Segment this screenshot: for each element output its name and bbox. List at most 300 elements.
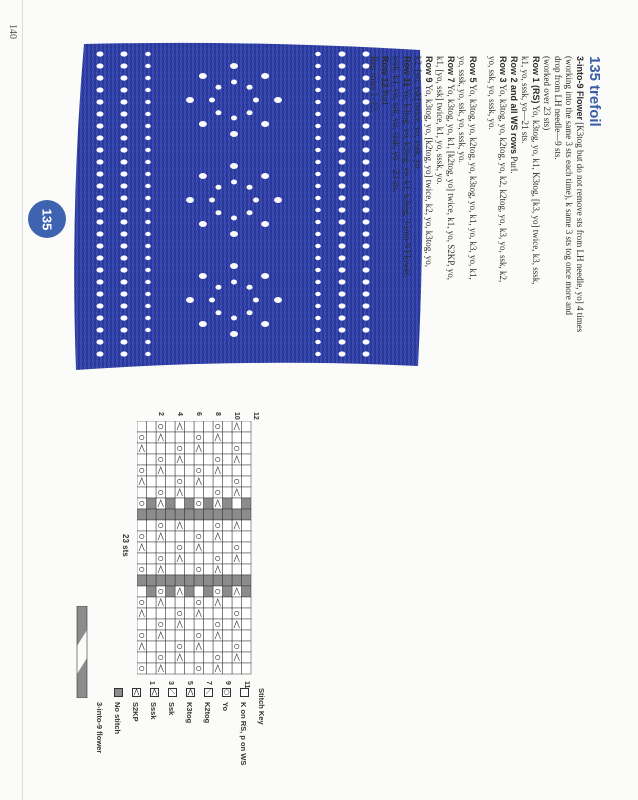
chart-width-label: 23 sts bbox=[121, 534, 130, 557]
chart-cell bbox=[147, 597, 157, 608]
lace-eyelet bbox=[121, 75, 128, 80]
chart-cell bbox=[242, 509, 252, 520]
lace-eyelet bbox=[253, 98, 259, 103]
flower-bracket-icon bbox=[76, 606, 88, 698]
lace-eyelet bbox=[315, 256, 321, 260]
chart-cell bbox=[185, 476, 195, 487]
chart-cell bbox=[137, 586, 147, 597]
lace-eyelet bbox=[121, 159, 128, 164]
lace-eyelet bbox=[121, 195, 128, 200]
chart-cell bbox=[147, 509, 157, 520]
instruction-line bbox=[390, 56, 401, 332]
instruction-text: [K3tog but do not remove sts from LH needle, yo] 4 times bbox=[575, 120, 585, 333]
lace-eyelet bbox=[230, 331, 238, 337]
chart-cell bbox=[194, 597, 204, 608]
chart-cell bbox=[242, 531, 252, 542]
instruction-row-label: Row 7 bbox=[446, 56, 456, 83]
lace-eyelet bbox=[97, 255, 104, 260]
lace-eyelet bbox=[121, 327, 128, 332]
lace-eyelet bbox=[145, 316, 151, 320]
chart-cell bbox=[156, 476, 166, 487]
chart-cell bbox=[223, 564, 233, 575]
chart-cell bbox=[175, 465, 185, 476]
chart-cell bbox=[232, 575, 242, 586]
chart-cell bbox=[242, 575, 252, 586]
lace-eyelet bbox=[145, 196, 151, 200]
chart-cell bbox=[156, 454, 166, 465]
lace-eyelet bbox=[230, 163, 238, 169]
instruction-line bbox=[401, 56, 412, 332]
chart-cell bbox=[156, 652, 166, 663]
chart-cell bbox=[204, 531, 214, 542]
chart-cell bbox=[223, 421, 233, 432]
chart-cell bbox=[137, 630, 147, 641]
chart-cell bbox=[232, 498, 242, 509]
chart-cell bbox=[185, 421, 195, 432]
lace-eyelet bbox=[97, 195, 104, 200]
lace-eyelet bbox=[339, 51, 346, 56]
chart-cell bbox=[185, 454, 195, 465]
chart-cell bbox=[166, 608, 176, 619]
lace-eyelet bbox=[97, 243, 104, 248]
chart-cell bbox=[204, 641, 214, 652]
lace-eyelet bbox=[145, 340, 151, 344]
lace-eyelet bbox=[97, 63, 104, 68]
chart-cell bbox=[147, 432, 157, 443]
lace-eyelet bbox=[339, 339, 346, 344]
lace-eyelet bbox=[339, 291, 346, 296]
lace-eyelet bbox=[339, 111, 346, 116]
chart-cell bbox=[137, 564, 147, 575]
chart-cell bbox=[232, 542, 242, 553]
chart-cell bbox=[213, 586, 223, 597]
instruction-row-label: 3-into-9 Flower bbox=[575, 56, 585, 121]
lace-eyelet bbox=[145, 244, 151, 248]
chart-cell bbox=[223, 575, 233, 586]
lace-eyelet bbox=[339, 87, 346, 92]
chart-cell bbox=[242, 498, 252, 509]
chart-cell bbox=[175, 641, 185, 652]
stitch-key-swatch: ⟍ bbox=[168, 688, 177, 697]
chart-cell bbox=[213, 542, 223, 553]
chart-cell bbox=[185, 465, 195, 476]
chart-cell bbox=[175, 476, 185, 487]
instruction-text: k1, [yo, ssk] twice, k1, yo, sssk, yo. bbox=[435, 56, 445, 185]
chart-cell bbox=[185, 652, 195, 663]
chart-cell bbox=[156, 619, 166, 630]
instruction-line bbox=[423, 56, 434, 332]
lace-eyelet bbox=[145, 184, 151, 188]
lace-eyelet bbox=[121, 315, 128, 320]
lace-eyelet bbox=[230, 131, 238, 137]
lace-eyelet bbox=[315, 232, 321, 236]
lace-eyelet bbox=[339, 267, 346, 272]
lace-eyelet bbox=[121, 123, 128, 128]
chart-cell bbox=[232, 476, 242, 487]
lace-eyelet bbox=[247, 210, 253, 215]
chart-cell bbox=[137, 597, 147, 608]
chart-cell bbox=[147, 476, 157, 487]
chart-cell bbox=[166, 443, 176, 454]
chart-cell bbox=[185, 619, 195, 630]
chart-cell bbox=[137, 652, 147, 663]
chart-cell bbox=[137, 465, 147, 476]
chart-row-number: 4 bbox=[176, 412, 183, 416]
chart-cell bbox=[147, 421, 157, 432]
chart-cell bbox=[166, 454, 176, 465]
chart-cell bbox=[213, 520, 223, 531]
stitch-chart bbox=[137, 421, 252, 681]
lace-eyelet bbox=[339, 207, 346, 212]
chart-cell bbox=[166, 586, 176, 597]
chart-cell bbox=[166, 630, 176, 641]
lace-eyelet bbox=[145, 64, 151, 68]
chart-cell bbox=[185, 509, 195, 520]
lace-eyelet bbox=[97, 75, 104, 80]
chart-cell bbox=[223, 630, 233, 641]
chart-cell bbox=[223, 443, 233, 454]
chart-cell bbox=[232, 663, 242, 674]
chart-cell bbox=[156, 575, 166, 586]
chart-cell bbox=[147, 454, 157, 465]
instruction-line bbox=[445, 56, 456, 332]
chart-cell bbox=[223, 465, 233, 476]
lace-eyelet bbox=[121, 87, 128, 92]
chart-cell bbox=[194, 454, 204, 465]
chart-cell bbox=[223, 608, 233, 619]
instruction-line bbox=[467, 56, 478, 332]
chart-cell bbox=[223, 597, 233, 608]
chart-cell bbox=[204, 520, 214, 531]
lace-eyelet bbox=[231, 316, 237, 321]
chart-cell bbox=[213, 553, 223, 564]
lace-eyelet bbox=[339, 279, 346, 284]
lace-eyelet bbox=[261, 73, 269, 79]
lace-eyelet bbox=[97, 87, 104, 92]
lace-eyelet bbox=[145, 328, 151, 332]
stitch-key-swatch: ⋀ bbox=[133, 688, 140, 696]
chart-row-number: 3 bbox=[167, 681, 174, 685]
instruction-text: Purl. bbox=[380, 87, 390, 108]
chart-cell bbox=[147, 498, 157, 509]
lace-eyelet bbox=[121, 207, 128, 212]
lace-eyelet bbox=[121, 291, 128, 296]
lace-eyelet bbox=[145, 136, 151, 140]
lace-eyelet bbox=[253, 298, 259, 303]
chart-cell bbox=[147, 663, 157, 674]
chart-cell bbox=[156, 509, 166, 520]
chart-cell bbox=[175, 498, 185, 509]
chart-row-number: 10 bbox=[233, 412, 240, 420]
chart-cell bbox=[137, 553, 147, 564]
chart-cell bbox=[242, 564, 252, 575]
chart-cell bbox=[194, 619, 204, 630]
chart-cell bbox=[166, 564, 176, 575]
lace-eyelet bbox=[339, 183, 346, 188]
pattern-number: 135 bbox=[586, 56, 603, 82]
lace-eyelet bbox=[339, 75, 346, 80]
stitch-key-label: No stitch bbox=[113, 702, 122, 735]
lace-eyelet bbox=[315, 184, 321, 188]
chart-cell bbox=[242, 421, 252, 432]
section-badge bbox=[28, 200, 66, 238]
chart-cell bbox=[156, 641, 166, 652]
lace-eyelet bbox=[199, 73, 207, 79]
chart-cell bbox=[232, 465, 242, 476]
chart-cell bbox=[147, 531, 157, 542]
chart-cell bbox=[166, 641, 176, 652]
chart-cell bbox=[194, 586, 204, 597]
instruction-line bbox=[519, 56, 530, 332]
chart-cell bbox=[204, 542, 214, 553]
lace-eyelet bbox=[121, 243, 128, 248]
lace-eyelet bbox=[145, 100, 151, 104]
lace-eyelet bbox=[339, 219, 346, 224]
chart-cell bbox=[147, 641, 157, 652]
instruction-row-label: Row 9 bbox=[424, 56, 434, 83]
lace-eyelet bbox=[97, 267, 104, 272]
chart-cell bbox=[175, 542, 185, 553]
lace-eyelet bbox=[186, 197, 194, 203]
lace-eyelet bbox=[145, 88, 151, 92]
chart-cell bbox=[223, 652, 233, 663]
chart-row-number: 6 bbox=[195, 412, 202, 416]
lace-eyelet bbox=[199, 121, 207, 127]
chart-cell bbox=[166, 619, 176, 630]
chart-cell bbox=[166, 498, 176, 509]
chart-cell bbox=[156, 421, 166, 432]
chart-row-number: 5 bbox=[186, 681, 193, 685]
chart-cell bbox=[175, 509, 185, 520]
chart-cell bbox=[242, 443, 252, 454]
lace-eyelet bbox=[363, 351, 370, 356]
chart-cell bbox=[137, 421, 147, 432]
instruction-text: Yo, k3tog, yo, k1, K3tog, [k3, yo] twice, k3, sssk, bbox=[531, 103, 541, 285]
chart-cell bbox=[166, 509, 176, 520]
chart-cell bbox=[147, 465, 157, 476]
lace-eyelet bbox=[209, 298, 215, 303]
chart-cell bbox=[194, 575, 204, 586]
chart-cell bbox=[175, 432, 185, 443]
instruction-line bbox=[508, 56, 519, 332]
chart-cell bbox=[204, 454, 214, 465]
chart-cell bbox=[185, 553, 195, 564]
lace-eyelet bbox=[97, 315, 104, 320]
lace-eyelet bbox=[121, 231, 128, 236]
lace-eyelet bbox=[121, 135, 128, 140]
instruction-text: drop from LH needle—9 sts. bbox=[553, 56, 563, 160]
lace-eyelet bbox=[315, 148, 321, 152]
chart-cell bbox=[242, 597, 252, 608]
chart-cell bbox=[137, 498, 147, 509]
chart-cell bbox=[223, 641, 233, 652]
lace-eyelet bbox=[315, 64, 321, 68]
lace-eyelet bbox=[97, 123, 104, 128]
instruction-row-label: Row 11 bbox=[402, 56, 412, 88]
lace-eyelet bbox=[97, 219, 104, 224]
lace-eyelet bbox=[315, 160, 321, 164]
chart-cell bbox=[213, 454, 223, 465]
chart-cell bbox=[175, 443, 185, 454]
chart-cell bbox=[242, 586, 252, 597]
chart-cell bbox=[166, 663, 176, 674]
stitch-key-label: Ssk bbox=[167, 702, 176, 716]
lace-eyelet bbox=[215, 210, 221, 215]
chart-cell bbox=[194, 553, 204, 564]
chart-cell bbox=[204, 432, 214, 443]
chart-cell bbox=[242, 487, 252, 498]
chart-cell bbox=[185, 487, 195, 498]
chart-cell bbox=[185, 520, 195, 531]
lace-eyelet bbox=[339, 135, 346, 140]
instruction-text: (worked over 23 sts) bbox=[542, 56, 552, 131]
lace-eyelet bbox=[339, 159, 346, 164]
lace-eyelet bbox=[145, 352, 151, 356]
lace-eyelet bbox=[253, 198, 259, 203]
chart-cell bbox=[166, 465, 176, 476]
lace-eyelet bbox=[121, 303, 128, 308]
instruction-line bbox=[486, 56, 497, 332]
lace-eyelet bbox=[186, 297, 194, 303]
chart-cell bbox=[194, 509, 204, 520]
lace-eyelet bbox=[145, 112, 151, 116]
chart-cell bbox=[175, 531, 185, 542]
chart-cell bbox=[185, 432, 195, 443]
chart-cell bbox=[213, 509, 223, 520]
pattern-instructions bbox=[368, 56, 585, 332]
chart-cell bbox=[223, 487, 233, 498]
chart-cell bbox=[175, 597, 185, 608]
instruction-row-label: Row 3 bbox=[498, 56, 508, 83]
chart-cell bbox=[185, 542, 195, 553]
lace-eyelet bbox=[145, 124, 151, 128]
chart-cell bbox=[147, 564, 157, 575]
chart-cell bbox=[166, 553, 176, 564]
lace-eyelet bbox=[261, 321, 269, 327]
lace-eyelet bbox=[230, 231, 238, 237]
lace-eyelet bbox=[121, 99, 128, 104]
lace-eyelet bbox=[121, 111, 128, 116]
lace-eyelet bbox=[315, 268, 321, 272]
chart-cell bbox=[242, 553, 252, 564]
lace-eyelet bbox=[145, 52, 151, 56]
lace-eyelet bbox=[121, 279, 128, 284]
chart-cell bbox=[185, 564, 195, 575]
stitch-key-swatch: ⟋ bbox=[204, 688, 213, 697]
lace-eyelet bbox=[215, 285, 221, 290]
chart-cell bbox=[204, 564, 214, 575]
chart-cell bbox=[204, 498, 214, 509]
chart-cell bbox=[147, 520, 157, 531]
lace-eyelet bbox=[97, 279, 104, 284]
lace-eyelet bbox=[215, 185, 221, 190]
chart-cell bbox=[204, 487, 214, 498]
stitch-key-label: S2KP bbox=[131, 702, 140, 722]
chart-cell bbox=[137, 531, 147, 542]
chart-cell bbox=[223, 476, 233, 487]
lace-eyelet bbox=[315, 124, 321, 128]
lace-eyelet bbox=[315, 292, 321, 296]
chart-cell bbox=[242, 542, 252, 553]
chart-cell bbox=[166, 487, 176, 498]
chart-cell bbox=[166, 476, 176, 487]
stitch-key-swatch: ⋀ bbox=[187, 688, 194, 696]
lace-eyelet bbox=[247, 310, 253, 315]
chart-cell bbox=[137, 509, 147, 520]
lace-eyelet bbox=[209, 98, 215, 103]
chart-row-number: 7 bbox=[205, 681, 212, 685]
instruction-line bbox=[456, 56, 467, 332]
lace-eyelet bbox=[145, 160, 151, 164]
lace-eyelet bbox=[339, 231, 346, 236]
chart-cell bbox=[147, 553, 157, 564]
instruction-text: yo, sssk, yo, ssk, yo, sssk, yo. bbox=[457, 56, 467, 163]
instruction-text: sssk, k1, yo, ssk, yo, sssk, yo—23 sts. bbox=[391, 56, 401, 193]
lace-eyelet bbox=[97, 327, 104, 332]
chart-cell bbox=[137, 520, 147, 531]
lace-eyelet bbox=[339, 351, 346, 356]
chart-cell bbox=[232, 608, 242, 619]
lace-eyelet bbox=[97, 135, 104, 140]
chart-cell bbox=[147, 586, 157, 597]
chart-cell bbox=[156, 608, 166, 619]
instruction-line bbox=[412, 56, 423, 332]
lace-eyelet bbox=[97, 99, 104, 104]
chart-cell bbox=[194, 531, 204, 542]
chart-cell bbox=[213, 641, 223, 652]
lace-eyelet bbox=[315, 172, 321, 176]
chart-cell bbox=[147, 619, 157, 630]
lace-eyelet bbox=[121, 51, 128, 56]
chart-cell bbox=[204, 663, 214, 674]
lace-eyelet bbox=[274, 97, 282, 103]
chart-cell bbox=[166, 542, 176, 553]
lace-eyelet bbox=[315, 340, 321, 344]
chart-cell bbox=[204, 421, 214, 432]
chart-cell bbox=[213, 652, 223, 663]
lace-eyelet bbox=[199, 221, 207, 227]
lace-eyelet bbox=[121, 255, 128, 260]
chart-cell bbox=[175, 575, 185, 586]
chart-cell bbox=[213, 619, 223, 630]
chart-cell bbox=[166, 597, 176, 608]
lace-eyelet bbox=[145, 256, 151, 260]
chart-cell bbox=[242, 465, 252, 476]
chart-cell bbox=[213, 421, 223, 432]
lace-eyelet bbox=[97, 351, 104, 356]
chart-cell bbox=[175, 564, 185, 575]
stitch-key-swatch: ⋀ bbox=[151, 688, 158, 696]
instruction-line bbox=[552, 56, 563, 332]
instruction-text: Yo, k3tog, yo, k2tog, yo, k1, k3tog, 3-into-9 Flower, bbox=[402, 87, 412, 278]
chart-cell bbox=[223, 432, 233, 443]
lace-eyelet bbox=[315, 220, 321, 224]
chart-cell bbox=[242, 454, 252, 465]
instruction-text: Purl. bbox=[509, 154, 519, 174]
chart-cell bbox=[232, 641, 242, 652]
chart-cell bbox=[223, 454, 233, 465]
lace-eyelet bbox=[145, 280, 151, 284]
instruction-text: Yo, k3tog, yo, k2tog, yo, k2, k2tog, yo, k3, yo, ssk, k2, bbox=[498, 82, 508, 283]
lace-eyelet bbox=[339, 123, 346, 128]
chart-cell bbox=[166, 575, 176, 586]
lace-eyelet bbox=[261, 221, 269, 227]
lace-eyelet bbox=[145, 304, 151, 308]
chart-cell bbox=[147, 630, 157, 641]
chart-cell bbox=[185, 586, 195, 597]
chart-cell bbox=[242, 432, 252, 443]
chart-cell bbox=[156, 520, 166, 531]
